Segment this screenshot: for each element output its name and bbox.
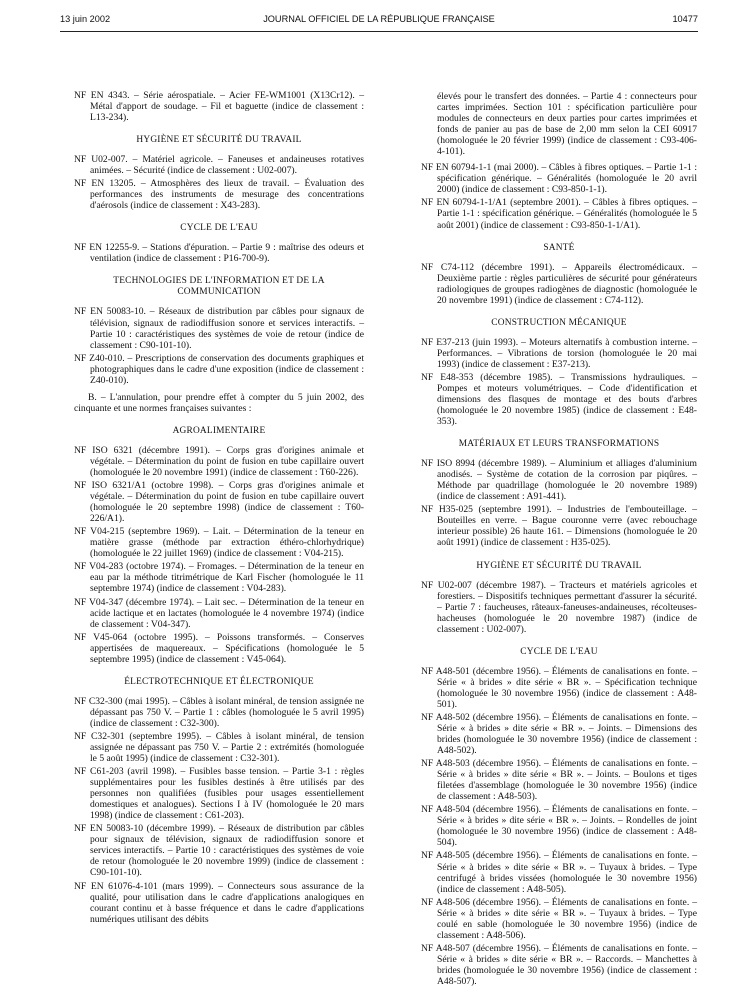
- standard-entry: NF EN 4343. – Série aérospatiale. – Acier FE-WM1001 (X13Cr12). – Métal d'apport de soudage. – Fil et baguette (indice de classement : L13-234).: [74, 90, 364, 124]
- header-title: JOURNAL OFFICIEL DE LA RÉPUBLIQUE FRANÇAISE: [263, 14, 495, 24]
- header-rule: [60, 31, 698, 32]
- standard-entry: NF A48-504 (décembre 1956). – Éléments de canalisations en fonte. – Série « à brides » dite série « BR ». – Joints. – Rondelles de joint (homologuée le 30 novembre 1956) (indice de classement : A48-504).: [421, 804, 697, 849]
- standard-entry: NF EN 60794-1-1/A1 (septembre 2001). – Câbles à fibres optiques. – Partie 1-1 : spécification générique. – Généralités (homologuée le 5 août 2001) (indice de classement : C93-850-1-1/A1).: [421, 197, 697, 231]
- standard-entry: NF E37-213 (juin 1993). – Moteurs alternatifs à combustion interne. – Performances. – Vibrations de torsion (homologuée le 20 mai 1993) (indice de classement : E37-213).: [421, 336, 697, 370]
- standard-entry: NF Z40-010. – Prescriptions de conservation des documents graphiques et photographiques dans le cadre d'une exposition (indice de classement : Z40-010).: [74, 352, 364, 386]
- standard-entry: NF EN 12255-9. – Stations d'épuration. – Partie 9 : maîtrise des odeurs et ventilation (indice de classement : P16-700-9).: [74, 242, 364, 265]
- standard-entry: NF C74-112 (décembre 1991). – Appareils électromédicaux. – Deuxième partie : règles particulières de sécurité pour générateurs radiologiques de groupes radiogènes de diagnostic (homologuée le 20 novembre 1991) (indice de classement : C74-112).: [421, 261, 697, 306]
- standard-entry: NF A48-505 (décembre 1956). – Éléments de canalisations en fonte. – Série « à brides » dite série « BR ». – Tuyaux à brides. – Type centrifugé à brides vissées (homologuée le 30 novembre 1956) (indice de classement : A48-505).: [421, 850, 697, 895]
- standard-entry: NF V04-283 (octobre 1974). – Fromages. – Détermination de la teneur en eau par la méthode titrimétrique de Karl Fischer (homologuée le 11 septembre 1974) (indice de classement : V04-283).: [74, 561, 364, 595]
- section-heading: ÉLECTROTECHNIQUE ET ÉLECTRONIQUE: [124, 676, 314, 687]
- standard-entry: NF A48-506 (décembre 1956). – Éléments de canalisations en fonte. – Série « à brides » dite série « BR ». – Tuyaux à brides. – Type coulé en sable (homologuée le 30 novembre 1956) (indice de classement : A48-506).: [421, 896, 697, 941]
- section-heading: CYCLE DE L'EAU: [520, 646, 598, 657]
- standard-entry: NF U02-007 (décembre 1987). – Tracteurs et matériels agricoles et forestiers. – Dispositifs techniques permettant d'assurer la sécurité. – Partie 7 : faucheuses, râteaux-faneuses-andaineuses, récolteuses-hacheuses (homologuée le 20 novembre 1987) (indice de classement : U02-007).: [421, 579, 697, 635]
- section-heading: CONSTRUCTION MÉCANIQUE: [491, 317, 627, 328]
- standard-entry: NF V45-064 (octobre 1995). – Poissons transformés. – Conserves appertisées de maquereaux. – Spécifications (homologuée le 5 septembre 1995) (indice de classement : V45-064).: [74, 631, 364, 665]
- section-heading: SANTÉ: [543, 242, 575, 253]
- section-heading: TECHNOLOGIES DE L'INFORMATION ET DE LA COMMUNICATION: [113, 276, 325, 298]
- header-page-number: 10477: [672, 14, 698, 24]
- section-heading: HYGIÈNE ET SÉCURITÉ DU TRAVAIL: [476, 560, 642, 571]
- page-header: [60, 14, 698, 28]
- standard-entry: NF C32-301 (septembre 1995). – Câbles à isolant minéral, de tension assignée ne dépassant pas 750 V. – Partie 2 : extrémités (homologuée le 5 août 1995) (indice de classement : C32-301).: [74, 730, 364, 765]
- standard-entry: NF E48-353 (décembre 1985). – Transmissions hydrauliques. – Pompes et moteurs volumétriques. – Code d'identification et dimensions des flasques de montage et des bouts d'arbres (homologuée le 20 novembre 1985) (indice de classement : E48-353).: [421, 371, 697, 428]
- standard-entry: NF C61-203 (avril 1998). – Fusibles basse tension. – Partie 3-1 : règles supplémentaires pour les fusibles destinés à être utilisés par des personnes non qualifiées (fusibles pour usages essentiellement domestiques et analogues). Sections I à IV (homologuée le 20 mars 1998) (indice de classement : C61-203).: [74, 766, 364, 822]
- section-heading: CYCLE DE L'EAU: [180, 223, 258, 234]
- section-heading: HYGIÈNE ET SÉCURITÉ DU TRAVAIL: [136, 135, 302, 146]
- standard-entry: NF V04-215 (septembre 1969). – Lait. – Détermination de la teneur en matière grasse (méthode par extraction éthéro-chlorhydrique) (homologuée le 22 juillet 1969) (indice de classement : V04-215).: [74, 526, 364, 560]
- standard-entry: NF EN 60794-1-1 (mai 2000). – Câbles à fibres optiques. – Partie 1-1 : spécification générique. – Généralités (homologuée le 20 avril 2000) (indice de classement : C93-850-1-1).: [421, 162, 697, 196]
- standard-entry: NF ISO 6321/A1 (octobre 1998). – Corps gras d'origines animale et végétale. – Détermination du point de fusion en tube capillaire ouvert (homologuée le 20 septembre 1998) (indice de classement : T60-226/A1).: [74, 480, 364, 525]
- standard-entry: NF V04-347 (décembre 1974). – Lait sec. – Détermination de la teneur en acide lactique et en lactates (homologuée le 4 novembre 1974) (indice de classement : V04-347).: [74, 596, 364, 630]
- standard-entry: NF A48-502 (décembre 1956). – Éléments de canalisations en fonte. – Série « à brides » dite série « BR ». – Joints. – Dimensions des brides (homologuée le 30 novembre 1956) (indice de classement : A48-502).: [421, 711, 697, 757]
- standard-entry: NF H35-025 (septembre 1991). – Industries de l'embouteillage. – Bouteilles en verre. – Bague couronne verre (avec rebouchage interieur possible) 26 haute 161. – Dimensions (homologuée le 20 août 1991) (indice de classement : H35-025).: [421, 504, 697, 549]
- standard-entry: NF EN 50083-10. – Réseaux de distribution par câbles pour signaux de télévision, signaux de radiodiffusion sonore et services interactifs. – Partie 10 : caractéristiques des systèmes de voie de retour (indice de classement : C90-101-10).: [74, 306, 364, 351]
- standard-entry: NF ISO 8994 (décembre 1989). – Aluminium et alliages d'aluminium anodisés. – Système de cotation de la corrosion par piqûres. – Méthode par quadrillage (homologuée le 20 novembre 1989) (indice de classement : A91-441).: [421, 458, 697, 503]
- standard-entry: NF A48-503 (décembre 1956). – Éléments de canalisations en fonte. – Série « à brides » dite série « BR ». – Joints. – Boulons et tiges filetées d'assemblage (homologuée le 30 novembre 1956) (indice de classement : A48-503).: [421, 758, 697, 803]
- section-heading: AGROALIMENTAIRE: [172, 425, 266, 436]
- standard-entry: NF U02-007. – Matériel agricole. – Faneuses et andaineuses rotatives animées. – Sécurité (indice de classement : U02-007).: [74, 154, 364, 177]
- standard-entry: NF EN 50083-10 (décembre 1999). – Réseaux de distribution par câbles pour signaux de télévision, signaux de radiodiffusion sonore et services interactifs. – Partie 10 : caractéristiques des systèmes de voie de retour (homologuée le 20 novembre 1999) (indice de classement : C90-101-10).: [74, 823, 364, 879]
- standard-entry: NF C32-300 (mai 1995). – Câbles à isolant minéral, de tension assignée ne dépassant pas 750 V. – Partie 1 : câbles (homologuée le 5 avril 1995) (indice de classement : C32-300).: [74, 695, 364, 729]
- standard-entry: NF A48-507 (décembre 1956). – Éléments de canalisations en fonte. – Série « à brides » dite série « BR ». – Raccords. – Manchettes à brides (homologuée le 30 novembre 1956) (indice de classement : A48-507).: [421, 942, 697, 987]
- annulation-paragraph: B. – L'annulation, pour prendre effet à compter du 5 juin 2002, des cinquante et une normes françaises suivantes :: [74, 391, 364, 414]
- standard-entry: NF A48-501 (décembre 1956). – Éléments de canalisations en fonte. – Série « à brides » dite série « BR ». – Spécification technique (homologuée le 30 novembre 1956) (indice de classement : A48-501).: [421, 665, 697, 710]
- entry-continuation: élevés pour le transfert des données. – Partie 4 : connecteurs pour cartes imprimées. Section 101 : spécification particulière pour modules de connecteurs en deux parties pour cartes imprimées et fonds de panier au pas de base de 2,00 mm selon la CEI 60917 (homologuée le 20 février 1999) (indice de classement : C93-406-4-101).: [437, 91, 697, 158]
- section-heading: MATÉRIAUX ET LEURS TRANSFORMATIONS: [458, 439, 660, 450]
- header-date: 13 juin 2002: [60, 14, 111, 24]
- standard-entry: NF EN 13205. – Atmosphères des lieux de travail. – Évaluation des performances des instruments de mesurage des concentrations d'aérosols (indice de classement : X43-283).: [74, 178, 364, 212]
- standard-entry: NF EN 61076-4-101 (mars 1999). – Connecteurs sous assurance de la qualité, pour utilisation dans le cadre d'applications analogiques en courant continu et à basse fréquence et dans le cadre d'applications numériques utilisant des débits: [74, 880, 364, 925]
- left-column: [74, 90, 364, 927]
- right-column: [421, 91, 697, 989]
- standard-entry: NF ISO 6321 (décembre 1991). – Corps gras d'origines animale et végétale. – Détermination du point de fusion en tube capillaire ouvert (homologuée le 20 novembre 1991) (indice de classement : T60-226).: [74, 444, 364, 478]
